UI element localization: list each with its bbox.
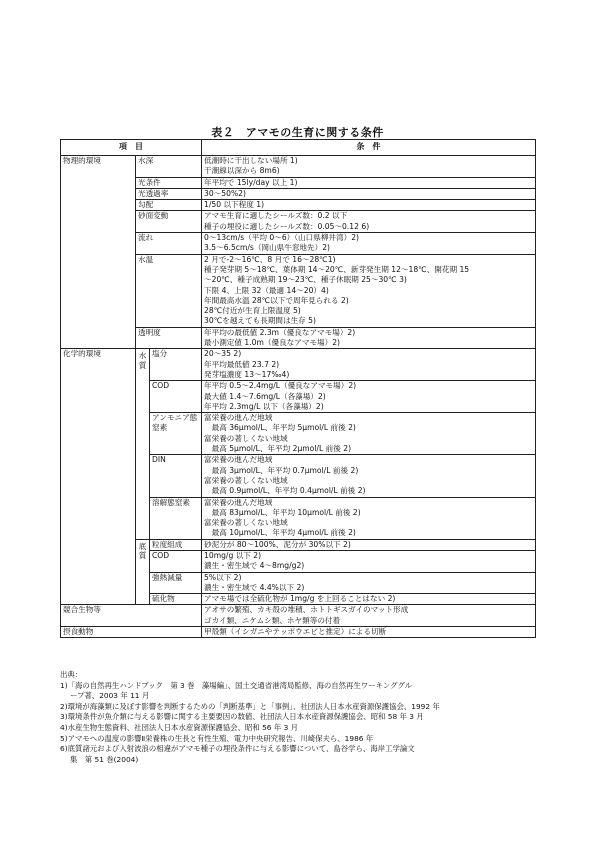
source-note: 集 第 51 巻(2004) bbox=[70, 754, 139, 764]
condition-line: 20～35 2) bbox=[204, 349, 242, 359]
item-label: 硫化物 bbox=[150, 594, 202, 605]
condition-line: ～20℃、種子成熟期 19～23℃、種子休眠期 25～30℃ 3) bbox=[204, 275, 407, 285]
condition-cell bbox=[202, 381, 536, 413]
item-label: DIN bbox=[150, 455, 202, 497]
condition-line: 濃生・密生域で 4～8mg/g2) bbox=[204, 561, 305, 571]
condition-line: 下限 4、上限 32（最適 14～20）4) bbox=[204, 285, 329, 295]
condition-line: 年平均の最低値 2.3m（優良なアマモ場）2) bbox=[204, 327, 356, 337]
source-note: 出典： bbox=[60, 670, 83, 679]
condition-line: 種子の埋役に適したシールズ数：0.05～0.12 6) bbox=[204, 221, 370, 231]
condition-line: 発芽塩濃度 13～17‰4) bbox=[204, 369, 290, 379]
source-note: 3)環境条件が魚介類に与える影響に関する主要要因の数値、社団法人日本水産資源保護協会、昭和 58 年 3 月 bbox=[60, 712, 424, 722]
condition-cell bbox=[202, 539, 536, 550]
source-note: 2)環境が海藻類に及ぼす影響を判断するための「判断基準」と「事例」、社団法人日本水産資源保護協会、1992 年 bbox=[60, 701, 440, 711]
condition-line: 低潮時に干出しない場所 1) bbox=[204, 156, 298, 165]
condition-line: 富栄養の進んだ地域 bbox=[204, 497, 273, 507]
condition-cell bbox=[202, 605, 536, 627]
condition-line: 濃生・密生域で 4.4%以下 2) bbox=[204, 582, 305, 592]
sources-notes bbox=[60, 670, 550, 765]
group-label-pred: 摂食動物 bbox=[61, 627, 202, 638]
item-label: 光条件 bbox=[136, 177, 202, 188]
condition-line: 富栄養の進んだ地域 bbox=[204, 455, 273, 465]
condition-cell bbox=[202, 200, 536, 211]
conditions-table bbox=[60, 139, 536, 638]
condition-cell bbox=[202, 349, 536, 381]
item-label: 塩分 bbox=[150, 349, 202, 381]
condition-line: 3.5～6.5cm/s（岡山県牛窓地先）2) bbox=[204, 243, 331, 253]
condition-line: 年間最高水温 28℃以下で周年見られる 2) bbox=[204, 295, 349, 305]
condition-cell bbox=[202, 254, 536, 327]
item-label: 水温 bbox=[136, 254, 202, 327]
source-note: ープ著、2003 年 11 月 bbox=[70, 691, 150, 701]
condition-line: 年平均最低値 23.7 2) bbox=[204, 359, 280, 369]
condition-line: 最大値 1.4～7.6mg/L（各藻場）2) bbox=[204, 391, 326, 401]
condition-line: 最高 5μmol/L、年平均 2μmol/L 前後 2) bbox=[204, 444, 352, 454]
condition-cell bbox=[202, 233, 536, 255]
condition-line: アオサの繁殖、カキ殻の堆積、ホトトギスガイのマット形成 bbox=[204, 605, 409, 615]
condition-line: 28℃付近が生育上限温度 5) bbox=[204, 306, 301, 316]
subgroup-sediment: 底質 bbox=[136, 539, 150, 605]
condition-cell bbox=[202, 177, 536, 188]
condition-line: 30℃を越えても長期間は生存 5) bbox=[204, 316, 316, 326]
item-label: アンモニア態窒素 bbox=[150, 413, 202, 455]
item-label: 砂面変動 bbox=[136, 211, 202, 233]
header-row bbox=[61, 140, 536, 156]
item-label: 透明度 bbox=[136, 327, 202, 349]
condition-line: 1/50 以下程度 1) bbox=[204, 200, 265, 210]
item-label: 強熱減量 bbox=[150, 572, 202, 594]
condition-line: 最高 3μmol/L、年平均 0.7μmol/L 前後 2) bbox=[204, 465, 359, 475]
condition-cell bbox=[202, 327, 536, 349]
condition-cell bbox=[202, 572, 536, 594]
condition-line: 最高 36μmol/L、年平均 5μmol/L 前後 2) bbox=[204, 423, 356, 433]
condition-line: 0～13cm/s（平均 0～6）（山口県柳井湾）2) bbox=[204, 233, 359, 243]
condition-line: 年平均で 15ly/day 以上 1) bbox=[204, 177, 298, 187]
condition-line: 富栄養の著しくない地域 bbox=[204, 433, 288, 443]
condition-line: アマモ生育に適したシールズ数：0.2 以下 bbox=[204, 211, 348, 221]
condition-cell bbox=[202, 627, 536, 638]
condition-line: 富栄養の著しくない地域 bbox=[204, 475, 288, 485]
source-note: 4)水産生物生態資料、社団法人日本水産資源保護協会、昭和 56 年 3 月 bbox=[60, 722, 299, 732]
table-row bbox=[61, 627, 536, 638]
condition-line: 最高 83μmol/L、年平均 10μmol/L 前後 2) bbox=[204, 507, 361, 517]
condition-cell bbox=[202, 455, 536, 497]
condition-line: 甲殻類（イシガニやテッポウエビと推定）による切断 bbox=[204, 627, 387, 637]
source-note: 6)底質諸元および入射波浪の相違がアマモ種子の埋役条件に与える影響について、島谷学ら、海岸工学論文 bbox=[60, 744, 415, 754]
condition-line: 5%以下 2) bbox=[204, 572, 242, 582]
item-label: 光透過率 bbox=[136, 188, 202, 199]
source-note: 5)アマモへの温度の影響Ⅱ栄養株の生長と有性生殖、電力中央研究報告、川崎保夫ら、1986 年 bbox=[60, 733, 374, 743]
condition-line: 30～50%2) bbox=[204, 188, 246, 198]
item-label: 粒度組成 bbox=[150, 539, 202, 550]
condition-line: 最小測定値 1.0m（優良なアマモ場）2) bbox=[204, 338, 341, 348]
condition-cell bbox=[202, 497, 536, 539]
condition-line: 2 月で-2～16℃、8 月で 16～28℃1) bbox=[204, 254, 336, 264]
condition-line: 干潮線以深から 8m6) bbox=[204, 166, 280, 176]
condition-line: 最高 0.9μmol/L、年平均 0.4μmol/L 前後 2) bbox=[204, 486, 366, 496]
table-row bbox=[61, 156, 536, 178]
table-title: 表２ アマモの生育に関する条件 bbox=[211, 126, 384, 139]
condition-cell bbox=[202, 188, 536, 199]
header-item: 項 目 bbox=[61, 140, 202, 156]
condition-cell bbox=[202, 156, 536, 178]
condition-line: 種子発芽期 5～18℃、葉体期 14～20℃、新芽発生期 12～18℃、開花期 15 bbox=[204, 264, 470, 274]
condition-line: ゴカイ類、ニケムシ類、ホヤ類等の付着 bbox=[204, 615, 341, 625]
item-label: COD bbox=[150, 381, 202, 413]
condition-line: 10mg/g 以下 2) bbox=[204, 550, 262, 560]
condition-line: アマモ場では全硫化物が 1mg/g を上回ることはない 2) bbox=[204, 594, 396, 604]
condition-line: 富栄養の進んだ地域 bbox=[204, 413, 273, 423]
table-row bbox=[61, 349, 536, 381]
condition-line: 年平均 2.3mg/L 以下（各藻場）2) bbox=[204, 401, 324, 411]
group-label-bio: 競合生物等 bbox=[61, 605, 202, 627]
condition-line: 最高 10μmol/L、年平均 4μmol/L 前後 2) bbox=[204, 528, 356, 538]
condition-line: 砂泥分が 80～100%、泥分が 30%以下 2) bbox=[204, 539, 351, 549]
condition-line: 年平均 0.5～2.4mg/L（優良なアマモ場）2) bbox=[204, 381, 357, 391]
item-label: COD bbox=[150, 550, 202, 572]
condition-cell bbox=[202, 211, 536, 233]
subgroup-water: 水質 bbox=[136, 349, 150, 539]
condition-cell bbox=[202, 594, 536, 605]
header-condition: 条 件 bbox=[202, 140, 536, 156]
group-label-chem: 化学的環境 bbox=[61, 349, 136, 605]
source-note: 1)「海の自然再生ハンドブック 第 3 巻 藻場編」、国土交通省港湾局監修、海の自然再生ワーキンググル bbox=[60, 680, 413, 690]
item-label: 溶解態窒素 bbox=[150, 497, 202, 539]
condition-cell bbox=[202, 550, 536, 572]
item-label: 流れ bbox=[136, 233, 202, 255]
item-label: 水深 bbox=[136, 156, 202, 178]
condition-line: 富栄養の著しくない地域 bbox=[204, 518, 288, 528]
item-label: 勾配 bbox=[136, 200, 202, 211]
group-label-phys: 物理的環境 bbox=[61, 156, 136, 349]
condition-cell bbox=[202, 413, 536, 455]
table-row bbox=[61, 605, 536, 627]
